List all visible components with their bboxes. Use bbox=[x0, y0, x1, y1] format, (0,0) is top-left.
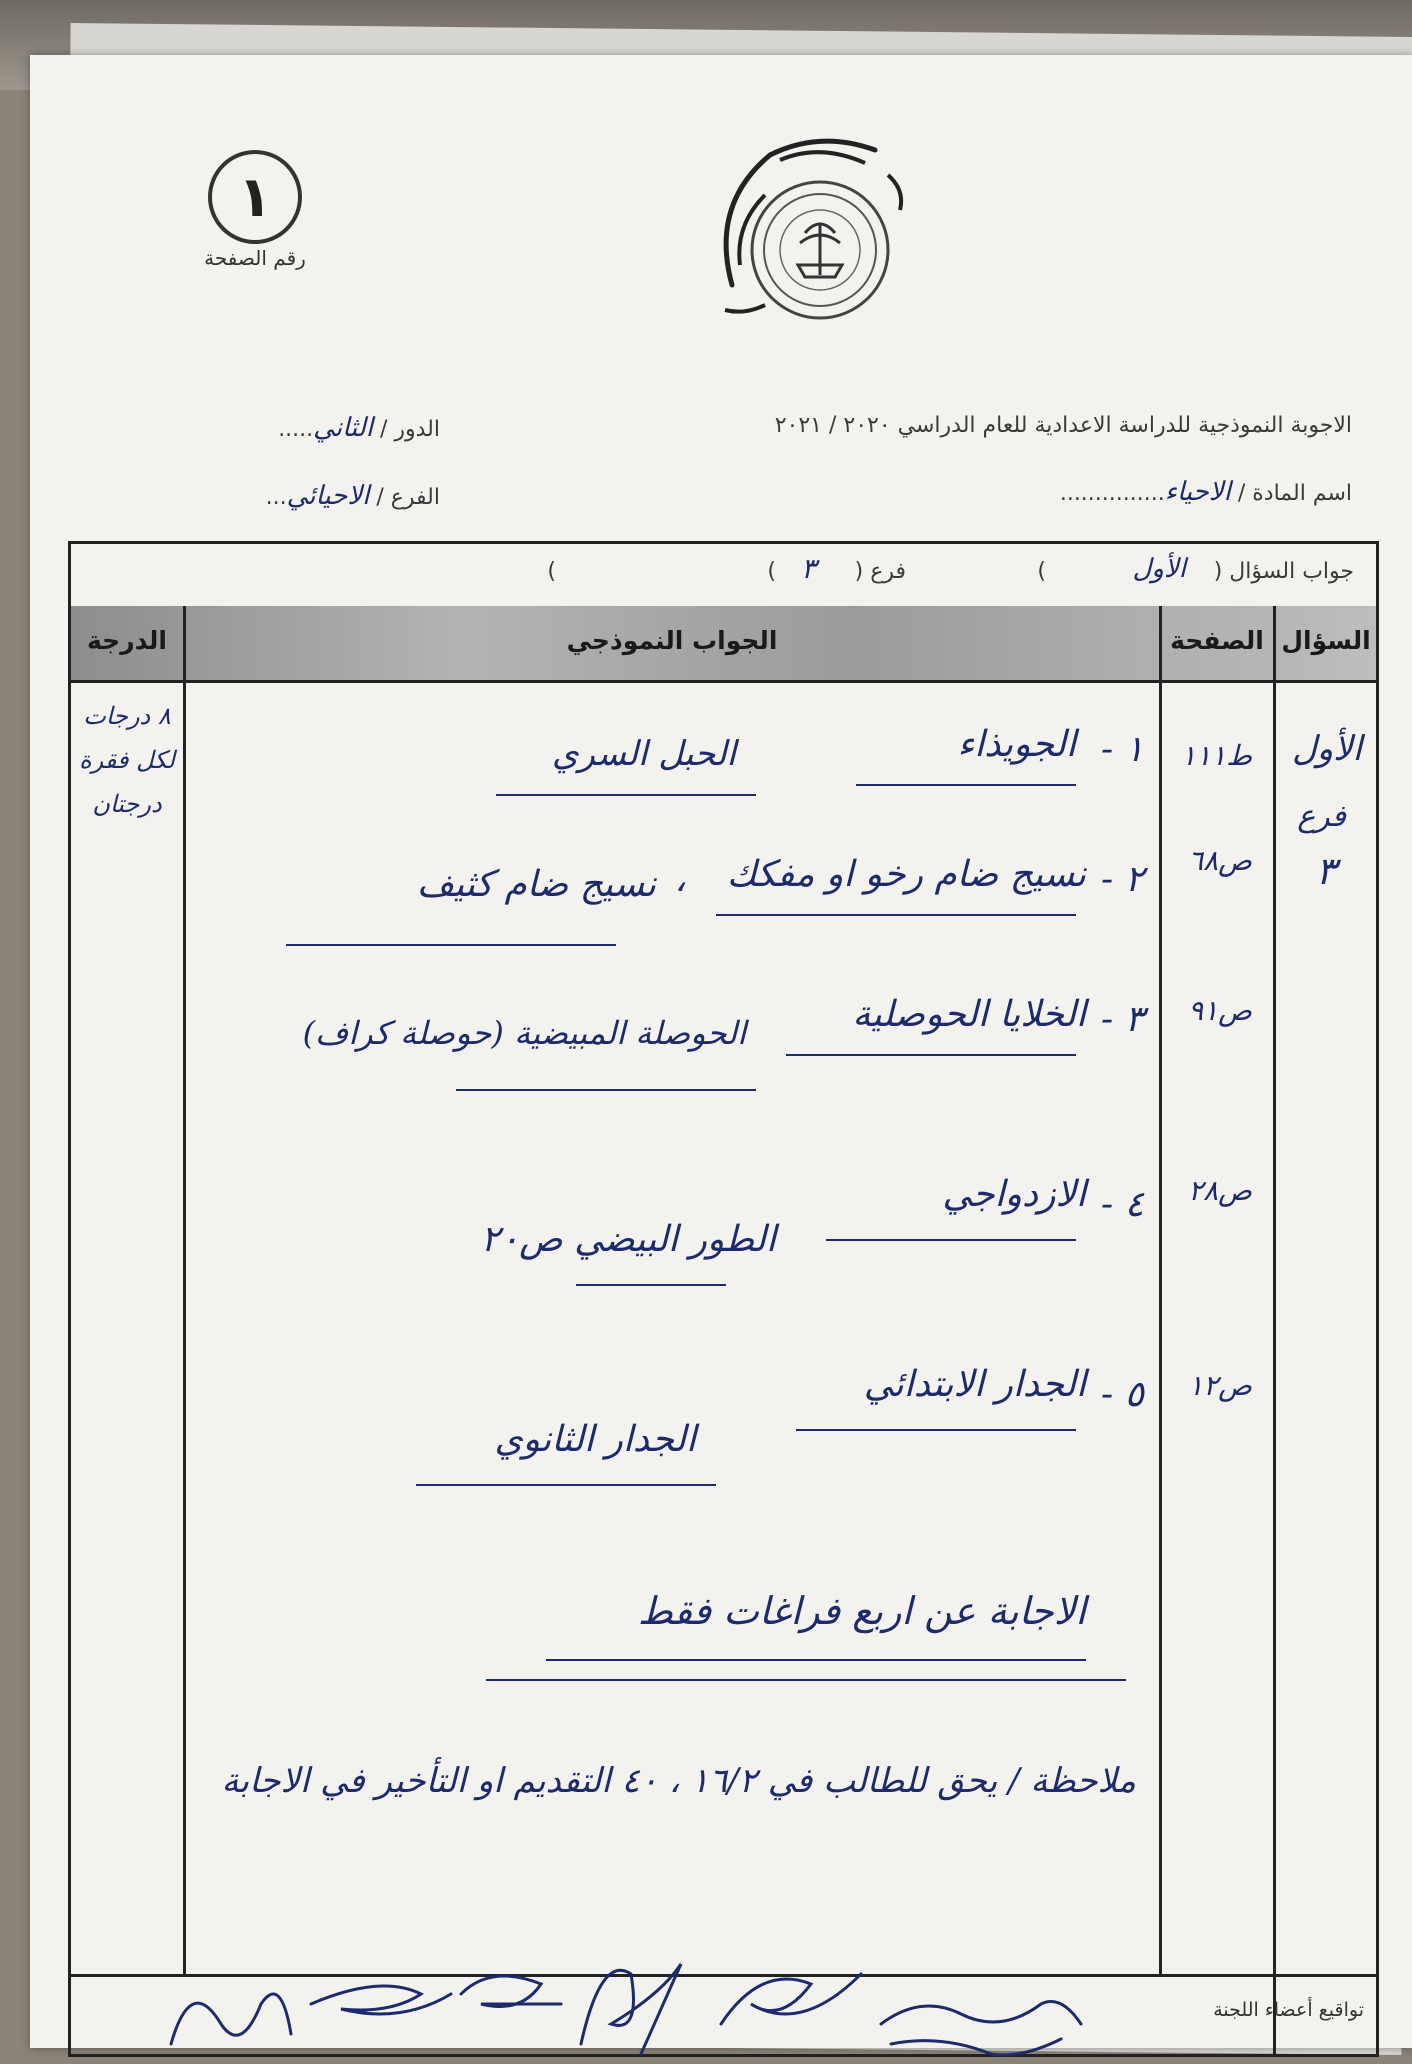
underline bbox=[716, 914, 1076, 916]
answer-2-sep: ، bbox=[674, 859, 686, 900]
col-answer: الجواب النموذجي bbox=[566, 626, 778, 655]
answer-3-num: ٣ - bbox=[1101, 999, 1144, 1040]
underline bbox=[416, 1484, 716, 1486]
answer-note: ملاحظة / يحق للطالب في ١٦/٢ ، ٤٠ التقديم او التأخير في الاجابة bbox=[221, 1761, 1136, 1801]
round-line: الدور / الثاني..... bbox=[278, 413, 440, 443]
answer-sheet bbox=[30, 55, 1412, 2048]
answer-2-num: ٢ - bbox=[1101, 859, 1144, 900]
page-ref-4: ص٢٨ bbox=[1188, 1174, 1252, 1207]
round-label: الدور / bbox=[372, 417, 440, 442]
grade-text: ٨ درجات لكل فقرة درجتان bbox=[79, 702, 175, 818]
underline bbox=[826, 1239, 1076, 1241]
underline bbox=[486, 1679, 1126, 1681]
underline bbox=[796, 1429, 1076, 1431]
underline bbox=[496, 794, 756, 796]
header-left bbox=[110, 395, 440, 531]
page-ref-5: ص١٢ bbox=[1188, 1369, 1252, 1402]
underline bbox=[456, 1089, 756, 1091]
col-page: الصفحة bbox=[1170, 626, 1264, 655]
question-close: ) bbox=[1037, 559, 1046, 584]
answer-table bbox=[68, 541, 1379, 2057]
answer-4-num: ٤ - bbox=[1101, 1184, 1144, 1225]
divider-question bbox=[1273, 606, 1276, 2054]
page-number: ١ bbox=[208, 150, 302, 244]
branch-label: الفرع / bbox=[369, 485, 440, 510]
branch-paren-value: ٣ bbox=[800, 552, 816, 585]
question-value: الأول bbox=[1132, 554, 1186, 584]
committee-signatures bbox=[161, 1934, 1091, 2064]
subject-label: اسم المادة / bbox=[1230, 481, 1352, 506]
answer-1-num: ١ - bbox=[1101, 729, 1144, 770]
branch-paren-label: فرع ( bbox=[854, 559, 906, 584]
trailing-paren: ) bbox=[547, 559, 556, 584]
question-sub-number: ٣ bbox=[1315, 849, 1336, 893]
signatures-label: تواقيع أعضاء اللجنة bbox=[1213, 1999, 1364, 2021]
page-number-label: رقم الصفحة bbox=[204, 246, 306, 270]
answer-5-a: الجدار الابتدائي bbox=[863, 1364, 1086, 1405]
underline bbox=[786, 1054, 1076, 1056]
center-seal-logo bbox=[670, 115, 970, 365]
answer-instruction: الاجابة عن اربع فراغات فقط bbox=[637, 1589, 1086, 1633]
header-right bbox=[452, 393, 1352, 527]
answer-5-b: الجدار الثانوي bbox=[494, 1419, 696, 1460]
page-ref-2: ص٦٨ bbox=[1188, 844, 1252, 877]
question-sub: فرع bbox=[1297, 799, 1346, 834]
col-question: السؤال bbox=[1281, 626, 1371, 655]
underline bbox=[546, 1659, 1086, 1661]
subject-line: اسم المادة / الاحياء............... bbox=[1059, 477, 1352, 507]
answer-1-a: الجويذاء bbox=[957, 724, 1076, 765]
page-ref-1: ط١١١ bbox=[1180, 739, 1252, 772]
answer-3-a: الخلايا الحوصلية bbox=[852, 994, 1086, 1035]
col-grade: الدرجة bbox=[87, 626, 167, 655]
answer-2-a: نسيج ضام رخو او مفكك bbox=[726, 854, 1086, 895]
question-number: الأول bbox=[1292, 729, 1362, 769]
branch-line: الفرع / الاحيائي... bbox=[265, 481, 440, 511]
question-label: جواب السؤال ( bbox=[1213, 559, 1354, 584]
round-value: الثاني bbox=[313, 413, 373, 443]
answer-1-b: الحبل السري bbox=[551, 734, 736, 774]
answer-3-b: الحوصلة المبيضية (حوصلة كراف) bbox=[302, 1014, 746, 1052]
page-ref-3: ص٩١ bbox=[1188, 994, 1252, 1027]
underline bbox=[856, 784, 1076, 786]
branch-close: ) bbox=[767, 559, 776, 584]
underline bbox=[286, 944, 616, 946]
answer-4-b: الطور البيضي ص٢٠ bbox=[480, 1219, 776, 1260]
question-line bbox=[71, 544, 1376, 609]
page-number-badge bbox=[180, 150, 330, 270]
subject-value: الاحياء bbox=[1164, 477, 1231, 507]
divider-page bbox=[1159, 606, 1162, 1974]
underline bbox=[576, 1284, 726, 1286]
answer-2-b: نسيج ضام كثيف bbox=[416, 864, 656, 905]
answer-4-a: الازدواجي bbox=[942, 1174, 1086, 1215]
branch-value: الاحيائي bbox=[286, 481, 370, 511]
table-header bbox=[71, 606, 1376, 683]
answer-5-num: ٥ - bbox=[1101, 1374, 1144, 1415]
sheet-title: الاجوبة النموذجية للدراسة الاعدادية للعام الدراسي ٢٠٢٠ / ٢٠٢١ bbox=[774, 413, 1352, 438]
